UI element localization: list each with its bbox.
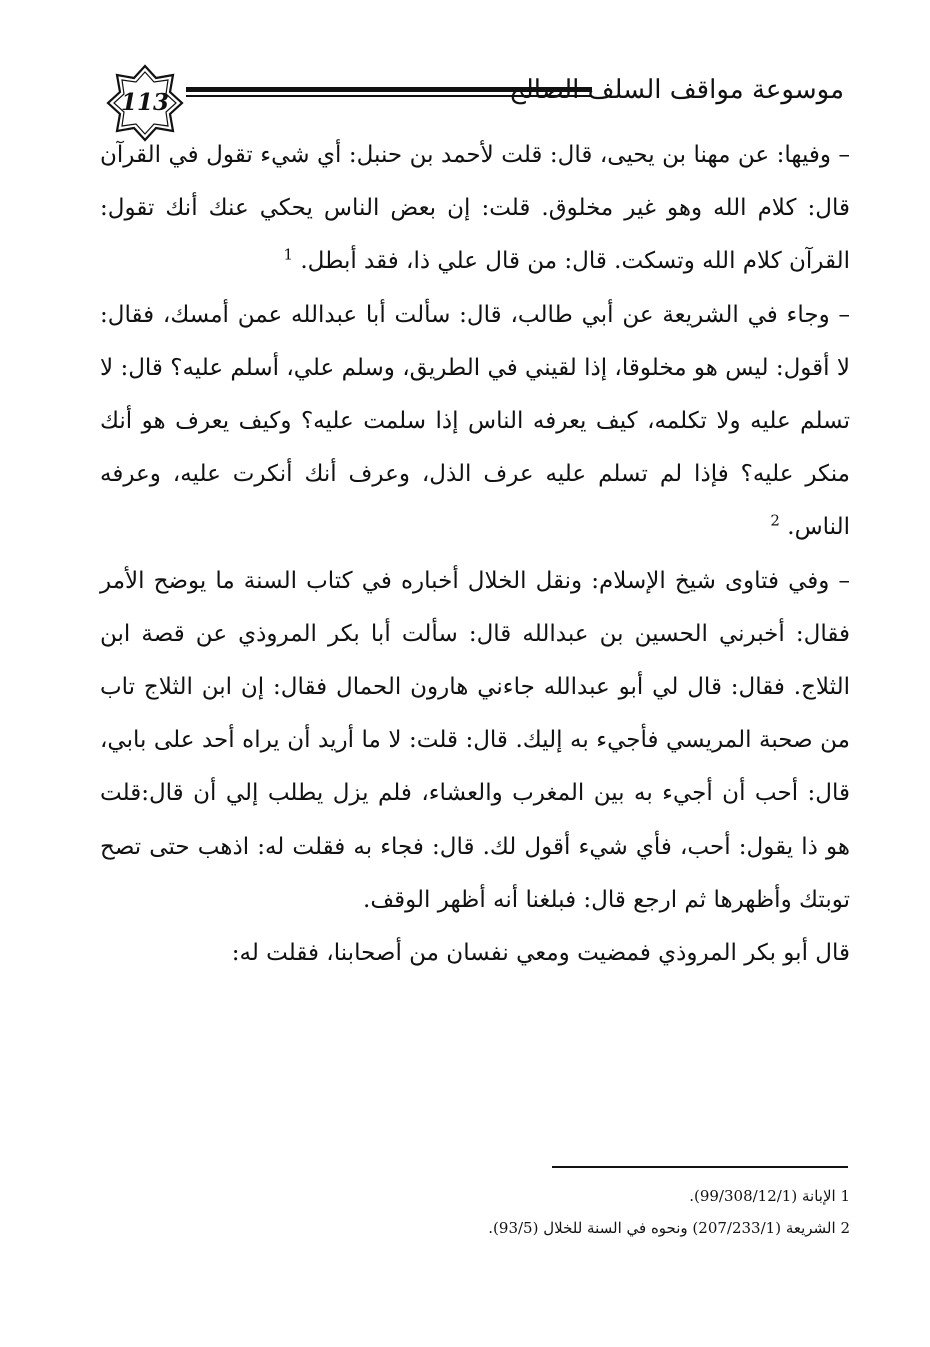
footnotes [380,1180,850,1244]
book-title: موسوعة مواقف السلف الصالح [509,75,844,105]
footnote-ref-1: 1 [283,245,294,264]
paragraph-3-text: – وفي فتاوى شيخ الإسلام: ونقل الخلال أخباره في كتاب السنة ما يوضح الأمر فقال: أخبرني الحسين بن عبدالله قال: سألت أبا بكر المروذي عن قصة ابن الثلاج. فقال: قال لي أبو عبدالله جاءني هارون الحمال فقال: إن ابن الثلاج تاب من صحبة المريسي فأجيء به إليك. قال: قلت: لا ما أريد أن يراه أحد على بابي، قال: أحب أن أجيء به بين المغرب والعشاء، فلم يزل يطلب إلي أن قال:قلت هو ذا يقول: أحب، فأي شيء أقول لك. قال: فجاء به فقلت له: اذهب حتى تصح توبتك وأظهرها ثم ارجع قال: فبلغنا أنه أظهر الوقف. [100,567,850,913]
footnote-2-number: 2 [840,1219,850,1237]
footnote-1-number: 1 [840,1187,850,1205]
footnote-2-text: الشريعة (207/233/1) ونحوه في السنة للخلال (93/5). [488,1219,836,1237]
paragraph-3 [100,555,850,927]
paragraph-4-text: قال أبو بكر المروذي فمضيت ومعي نفسان من أصحابنا، فقلت له: [231,940,850,967]
paragraph-1-text: – وفيها: عن مهنا بن يحيى، قال: قلت لأحمد بن حنبل: أي شيء تقول في القرآن قال: كلام الله وهو غير مخلوق. قلت: إن بعض الناس يحكي عنك أنك تقول: القرآن كلام الله وتسكت. قال: من قال علي ذا، فقد أبطل. [100,142,850,275]
page-number: 113 [120,89,169,116]
footnote-separator [552,1166,848,1168]
page-header [0,0,930,130]
footnote-2 [380,1212,850,1244]
paragraph-2-text: – وجاء في الشريعة عن أبي طالب، قال: سألت أبا عبدالله عمن أمسك، فقال: لا أقول: ليس هو مخلوقا، إذا لقيني في الطريق، وسلم علي، أسلم عليه؟ قال: لا تسلم عليه ولا تكلمه، كيف يعرفه الناس إذا سلمت عليه؟ وكيف يعرف هو أنك منكر عليه؟ فإذا لم تسلم عليه عرف الذل، وعرف أنك أنكرت عليه، وعرفه الناس. [100,301,850,541]
paragraph-1 [100,129,850,289]
paragraph-2 [100,289,850,555]
paragraph-4 [100,927,850,980]
page-body [100,129,850,980]
footnote-1-text: الإبانة (99/308/12/1). [689,1187,836,1205]
footnote-ref-2: 2 [770,511,780,530]
footnote-1 [380,1180,850,1212]
